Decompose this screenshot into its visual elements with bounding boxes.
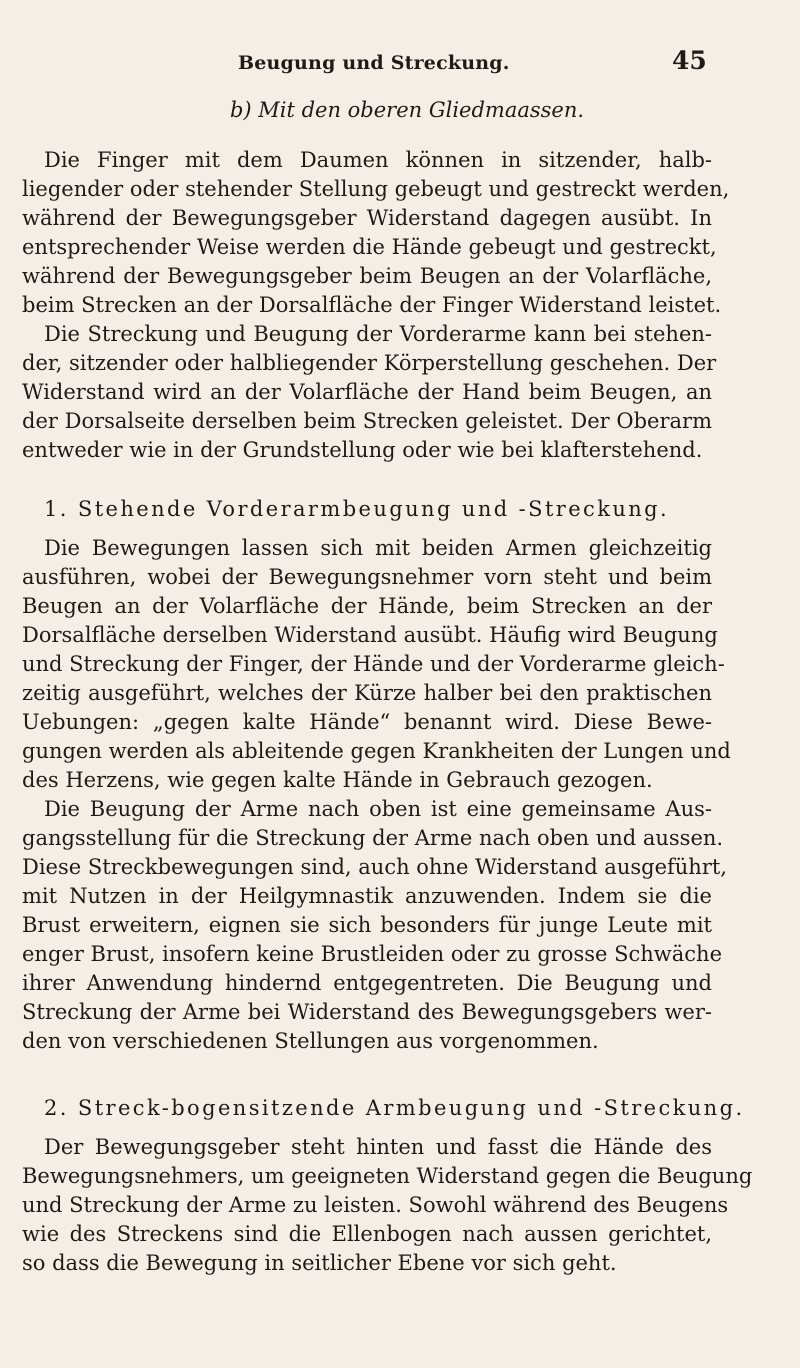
text-line: Brust erweitern, eignen sie sich besonders für junge Leute mit: [22, 913, 712, 937]
running-header: [0, 46, 800, 76]
text-line: Dorsalfläche derselben Widerstand ausübt. Häufig wird Beugung: [22, 623, 718, 647]
section-heading: b) Mit den oberen Gliedmaassen.: [229, 98, 585, 122]
text-line: ihrer Anwendung hindernd entgegentreten. Die Beugung und: [22, 971, 712, 995]
text-line: Die Bewegungen lassen sich mit beiden Armen gleichzeitig: [44, 536, 712, 560]
text-line: Uebungen: „gegen kalte Hände“ benannt wird. Diese Bewe-: [22, 710, 712, 734]
text-line: und Streckung der Arme zu leisten. Sowohl während des Beugens: [22, 1193, 729, 1217]
exercise-2-heading: 2. Streck-bogensitzende Armbeugung und -Streckung.: [44, 1096, 745, 1120]
exercise-2-paragraph-1: [22, 1133, 753, 1278]
text-line: Beugen an der Volarfläche der Hände, beim Strecken an der: [22, 594, 712, 618]
text-line: enger Brust, insofern keine Brustleiden oder zu grosse Schwäche: [22, 942, 722, 966]
text-line: zeitig ausgeführt, welches der Kürze halber bei den praktischen: [22, 681, 712, 705]
text-line: Diese Streckbewegungen sind, auch ohne Widerstand ausgeführt,: [22, 855, 727, 879]
text-line: so dass die Bewegung in seitlicher Ebene vor sich geht.: [22, 1251, 617, 1275]
text-line: mit Nutzen in der Heilgymnastik anzuwenden. Indem sie die: [22, 884, 712, 908]
page-number: 45: [672, 46, 707, 75]
exercise-1-heading: 1. Stehende Vorderarmbeugung und -Streckung.: [44, 497, 670, 521]
exercise-1-paragraph-1: [22, 534, 731, 795]
text-line: gangsstellung für die Streckung der Arme nach oben und aussen.: [22, 826, 724, 850]
text-line: Die Finger mit dem Daumen können in sitzender, halb-: [44, 148, 712, 172]
intro-paragraph-1: [22, 146, 730, 320]
text-line: den von verschiedenen Stellungen aus vorgenommen.: [22, 1029, 599, 1053]
text-line: der, sitzender oder halbliegender Körperstellung geschehen. Der: [22, 351, 717, 375]
text-line: während der Bewegungsgeber Widerstand dagegen ausübt. In: [22, 206, 712, 230]
text-line: und Streckung der Finger, der Hände und der Vorderarme gleich-: [22, 652, 725, 676]
text-line: Die Streckung und Beugung der Vorderarme kann bei stehen-: [44, 322, 712, 346]
intro-paragraph-2: [22, 320, 717, 465]
text-line: beim Strecken an der Dorsalfläche der Finger Widerstand leistet.: [22, 293, 722, 317]
text-line: Die Beugung der Arme nach oben ist eine gemeinsame Aus-: [44, 797, 712, 821]
text-line: des Herzens, wie gegen kalte Hände in Gebrauch gezogen.: [22, 768, 653, 792]
text-line: entweder wie in der Grundstellung oder wie bei klafterstehend.: [22, 438, 703, 462]
text-line: Der Bewegungsgeber steht hinten und fasst die Hände des: [44, 1135, 712, 1159]
running-title: Beugung und Streckung.: [238, 52, 510, 74]
text-line: wie des Streckens sind die Ellenbogen nach aussen gerichtet,: [22, 1222, 712, 1246]
text-line: Widerstand wird an der Volarfläche der Hand beim Beugen, an: [22, 380, 712, 404]
exercise-1-paragraph-2: [22, 795, 727, 1056]
text-line: liegender oder stehender Stellung gebeugt und gestreckt werden,: [22, 177, 730, 201]
text-line: während der Bewegungsgeber beim Beugen an der Volarfläche,: [22, 264, 712, 288]
text-line: entsprechender Weise werden die Hände gebeugt und gestreckt,: [22, 235, 717, 259]
text-line: Bewegungsnehmers, um geeigneten Widerstand gegen die Beugung: [22, 1164, 753, 1188]
text-line: Streckung der Arme bei Widerstand des Bewegungsgebers wer-: [22, 1000, 712, 1024]
text-line: der Dorsalseite derselben beim Strecken geleistet. Der Oberarm: [22, 409, 712, 433]
text-line: ausführen, wobei der Bewegungsnehmer vorn steht und beim: [22, 565, 712, 589]
text-line: gungen werden als ableitende gegen Krankheiten der Lungen und: [22, 739, 731, 763]
